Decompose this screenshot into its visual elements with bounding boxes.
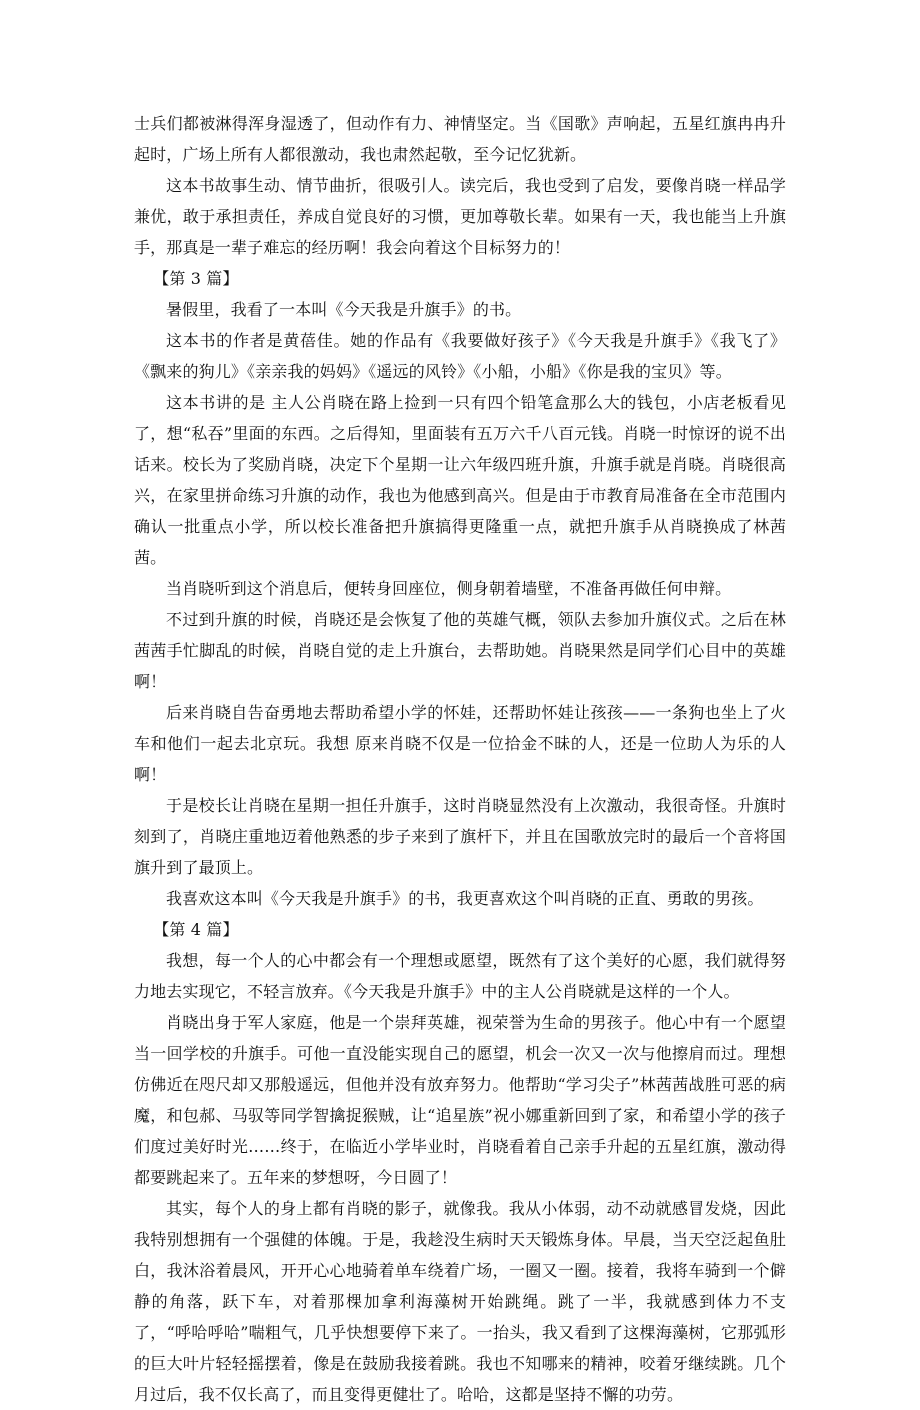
document-body bbox=[134, 108, 786, 1410]
paragraph: 我喜欢这本叫《今天我是升旗手》的书，我更喜欢这个叫肖晓的正直、勇敢的男孩。 bbox=[166, 889, 764, 908]
paragraph: 这本书故事生动、情节曲折，很吸引人。读完后，我也受到了启发，要像肖晓一样品学兼优，敢于承担责任，养成自觉良好的习惯，更加尊敬长辈。如果有一天，我也能当上升旗手，那真是一辈子难忘的经历啊！我会向着这个目标努力的！ bbox=[134, 176, 786, 257]
paragraph: 不过到升旗的时候，肖晓还是会恢复了他的英雄气概，领队去参加升旗仪式。之后在林茜茜手忙脚乱的时候，肖晓自觉的走上升旗台，去帮助她。肖晓果然是同学们心目中的英雄啊！ bbox=[134, 610, 786, 691]
paragraph: 肖晓出身于军人家庭，他是一个崇拜英雄，视荣誉为生命的男孩子。他心中有一个愿望当一回学校的升旗手。可他一直没能实现自己的愿望，机会一次又一次与他擦肩而过。理想仿佛近在咫尺却又那般遥远，但他并没有放弃努力。他帮助“学习尖子”林茜茜战胜可恶的病魔，和包郝、马驭等同学智擒捉猴贼，让“追星族”祝小娜重新回到了家，和希望小学的孩子们度过美好时光……终于，在临近小学毕业时，肖晓看着自己亲手升起的五星红旗，激动得都要跳起来了。五年来的梦想呀，今日圆了！ bbox=[134, 1013, 786, 1187]
paragraph: 后来肖晓自告奋勇地去帮助希望小学的怀娃，还帮助怀娃让孩孩——一条狗也坐上了火车和他们一起去北京玩。我想 原来肖晓不仅是一位拾金不昧的人，还是一位助人为乐的人啊！ bbox=[134, 703, 786, 784]
paragraph: 这本书的作者是黄蓓佳。她的作品有《我要做好孩子》《今天我是升旗手》《我飞了》《飘来的狗儿》《亲亲我的妈妈》《遥远的风铃》《小船，小船》《你是我的宝贝》等。 bbox=[134, 331, 786, 381]
paragraph: 暑假里，我看了一本叫《今天我是升旗手》的书。 bbox=[166, 300, 522, 319]
paragraph: 其实，每个人的身上都有肖晓的影子，就像我。我从小体弱，动不动就感冒发烧，因此我特别想拥有一个强健的体魄。于是，我趁没生病时天天锻炼身体。早晨，当天空泛起鱼肚白，我沐浴着晨风，开开心心地骑着单车绕着广场，一圈又一圈。接着，我将车骑到一个僻静的角落，跃下车，对着那棵加拿利海藻树开始跳绳。跳了一半，我就感到体力不支了，“呼哈呼哈”喘粗气，几乎快想要停下来了。一抬头，我又看到了这棵海藻树，它那弧形的巨大叶片轻轻摇摆着，像是在鼓励我接着跳。我也不知哪来的精神，咬着牙继续跳。几个月过后，我不仅长高了，而且变得更健壮了。哈哈，这都是坚持不懈的功劳。 bbox=[134, 1199, 786, 1404]
paragraph: 这本书讲的是 主人公肖晓在路上捡到一只有四个铅笔盒那么大的钱包，小店老板看见了，想“私吞”里面的东西。之后得知，里面装有五万六千八百元钱。肖晓一时惊讶的说不出话来。校长为了奖励肖晓，决定下个星期一让六年级四班升旗，升旗手就是肖晓。肖晓很高兴，在家里拼命练习升旗的动作，我也为他感到高兴。但是由于市教育局准备在全市范围内确认一批重点小学，所以校长准备把升旗搞得更隆重一点，就把升旗手从肖晓换成了林茜茜。 bbox=[134, 393, 786, 567]
section-heading-3: 【第 3 篇】 bbox=[153, 269, 239, 288]
paragraph: 当肖晓听到这个消息后，便转身回座位，侧身朝着墙壁，不准备再做任何申辩。 bbox=[166, 579, 732, 598]
paragraph-continuation: 士兵们都被淋得浑身湿透了，但动作有力、神情坚定。当《国歌》声响起，五星红旗冉冉升起时，广场上所有人都很激动，我也肃然起敬，至今记忆犹新。 bbox=[134, 114, 786, 164]
section-heading-4: 【第 4 篇】 bbox=[153, 920, 239, 939]
paragraph: 于是校长让肖晓在星期一担任升旗手，这时肖晓显然没有上次激动，我很奇怪。升旗时刻到了，肖晓庄重地迈着他熟悉的步子来到了旗杆下，并且在国歌放完时的最后一个音将国旗升到了最顶上。 bbox=[134, 796, 786, 877]
paragraph: 我想，每一个人的心中都会有一个理想或愿望，既然有了这个美好的心愿，我们就得努力地去实现它，不轻言放弃。《今天我是升旗手》中的主人公肖晓就是这样的一个人。 bbox=[134, 951, 786, 1001]
